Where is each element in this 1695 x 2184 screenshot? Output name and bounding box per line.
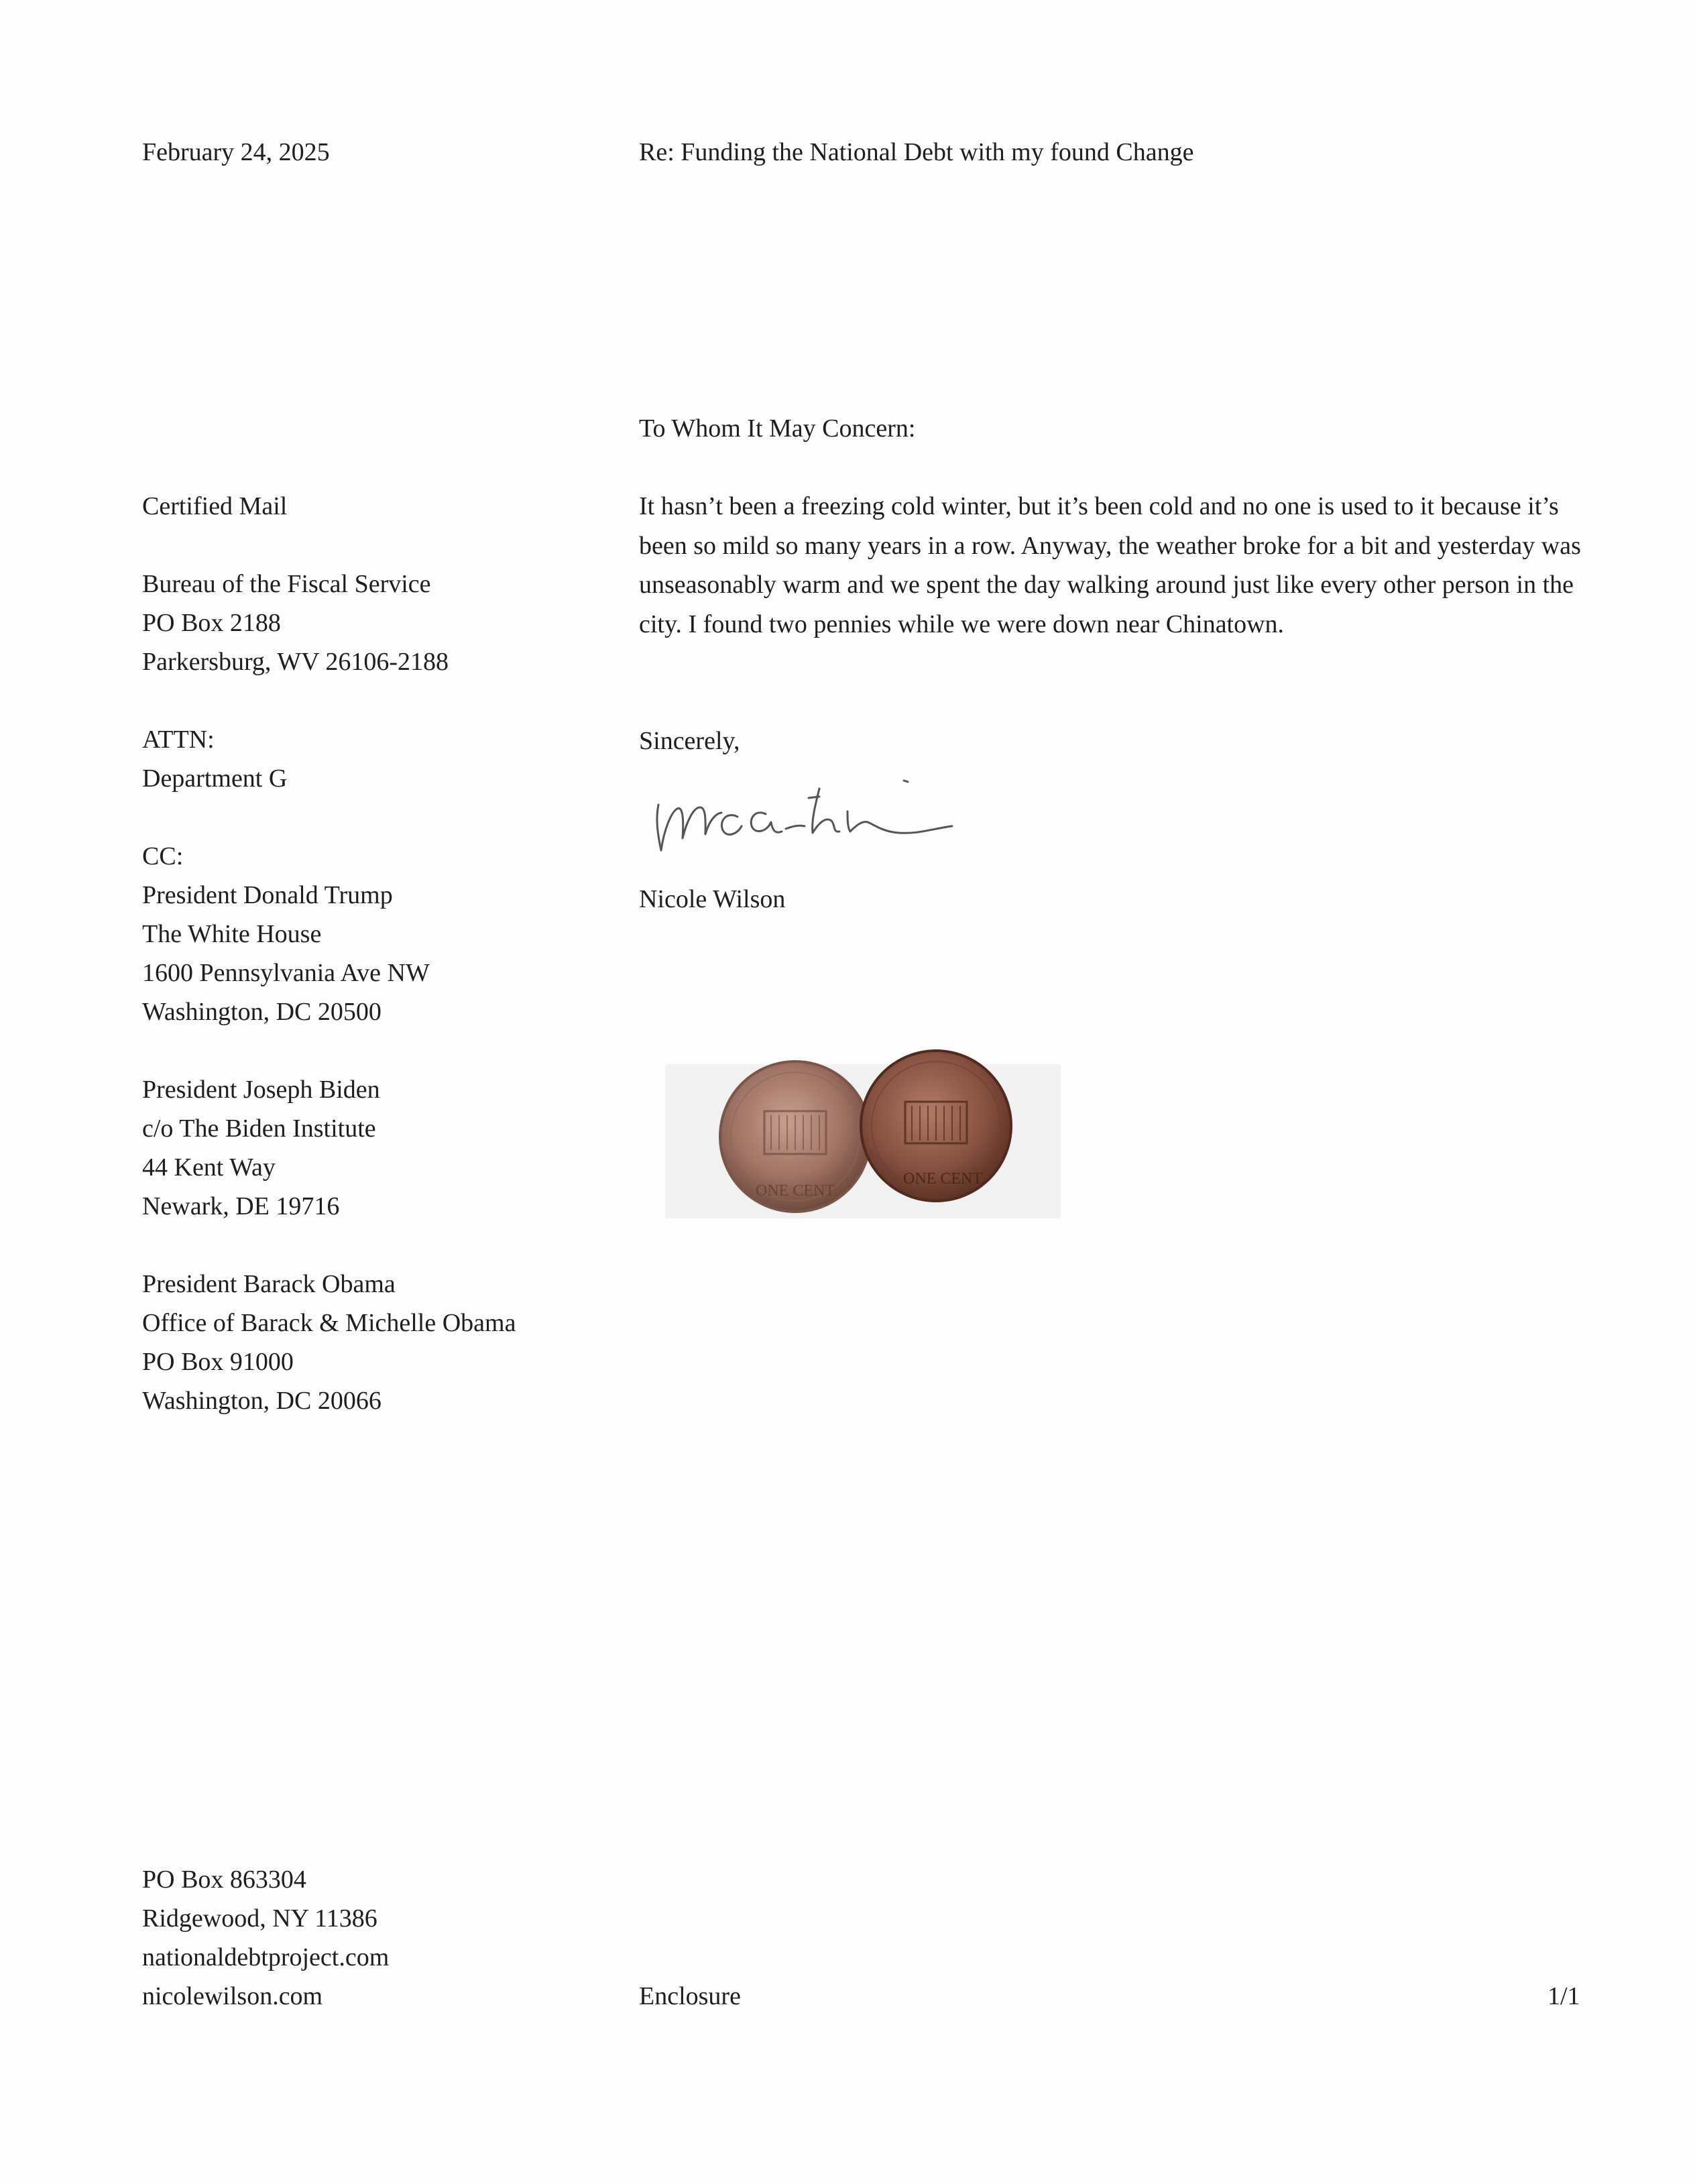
address-line: 1600 Pennsylvania Ave NW xyxy=(142,959,430,987)
address-line: Washington, DC 20066 xyxy=(142,1387,382,1415)
attention-block xyxy=(142,720,516,798)
address-line: PO Box 2188 xyxy=(142,609,281,637)
website-link: nicolewilson.com xyxy=(142,1982,323,2010)
cc-label: CC: xyxy=(142,842,184,870)
website-link: nationaldebtproject.com xyxy=(142,1943,390,1971)
signature-name: Nicole Wilson xyxy=(639,885,786,913)
page-number: 1/1 xyxy=(1547,1982,1580,2010)
address-line: President Barack Obama xyxy=(142,1270,396,1298)
address-line: President Joseph Biden xyxy=(142,1076,380,1104)
return-address xyxy=(142,1860,389,2016)
address-line: PO Box 91000 xyxy=(142,1348,294,1376)
address-line: Ridgewood, NY 11386 xyxy=(142,1904,377,1933)
cc-address-biden xyxy=(142,1070,516,1226)
penny-coin xyxy=(861,1051,1011,1201)
address-line: President Donald Trump xyxy=(142,881,393,909)
attn-label: ATTN: xyxy=(142,726,215,754)
enclosed-pennies xyxy=(664,1036,1066,1234)
recipient-address xyxy=(142,565,516,681)
address-line: 44 Kent Way xyxy=(142,1153,276,1182)
address-line: The White House xyxy=(142,920,322,948)
address-line: Bureau of the Fiscal Service xyxy=(142,570,431,598)
enclosure-label: Enclosure xyxy=(639,1982,741,2010)
cc-address-obama xyxy=(142,1265,516,1420)
penny-coin xyxy=(720,1061,870,1212)
coin-inscription: ONE CENT xyxy=(903,1170,982,1188)
mail-method: Certified Mail xyxy=(142,492,288,520)
address-line: Parkersburg, WV 26106-2188 xyxy=(142,648,449,676)
attn-department: Department G xyxy=(142,764,288,793)
handwritten-signature xyxy=(644,764,966,872)
address-line: c/o The Biden Institute xyxy=(142,1114,376,1143)
address-line: PO Box 863304 xyxy=(142,1865,306,1894)
salutation: To Whom It May Concern: xyxy=(639,414,916,443)
address-line: Newark, DE 19716 xyxy=(142,1192,340,1220)
mailing-block xyxy=(142,487,516,1420)
cc-address-trump xyxy=(142,876,516,1031)
coin-inscription: ONE CENT xyxy=(756,1182,835,1200)
letter-date: February 24, 2025 xyxy=(142,138,330,166)
letter-body: It hasn’t been a freezing cold winter, but it’s been cold and no one is used to it because it’s been so mild so many years in a row. Anyway, the weather broke for a bit and yesterday was unseasonably warm and we spent the day walking around just like every other person in the city. I found two pennies while we were down near Chinatown. xyxy=(639,492,1581,638)
address-line: Washington, DC 20500 xyxy=(142,998,382,1026)
address-line: Office of Barack & Michelle Obama xyxy=(142,1309,516,1337)
letter-subject: Re: Funding the National Debt with my found Change xyxy=(639,138,1194,166)
closing: Sincerely, xyxy=(639,727,740,755)
